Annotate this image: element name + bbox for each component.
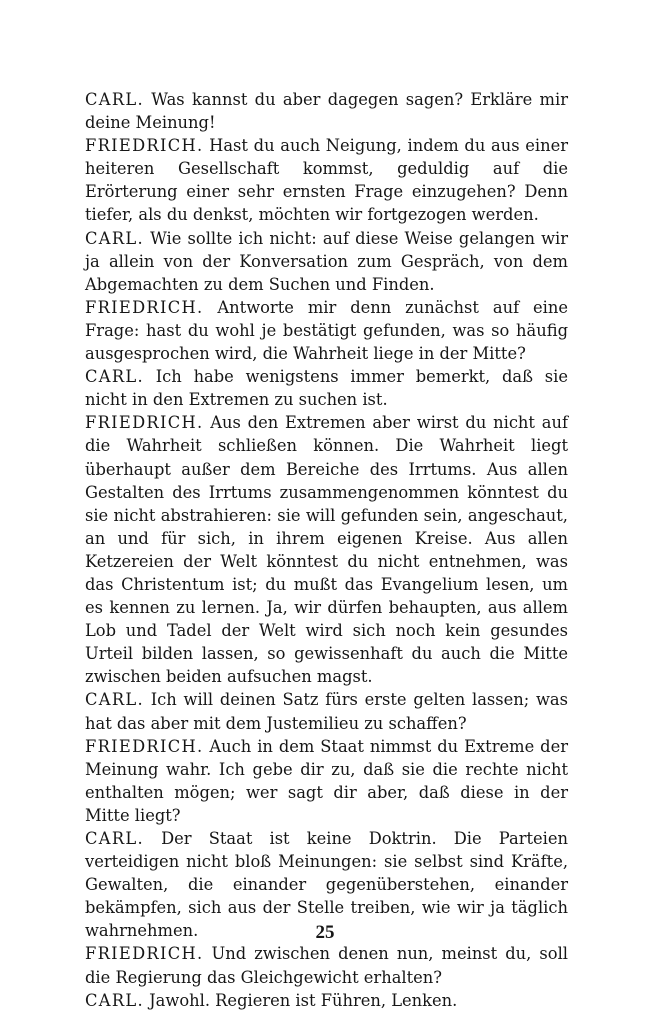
dialogue-text: Ich will deinen Satz fürs erste gelten lassen; was hat das aber mit dem Justemilieu zu schaffen? — [85, 690, 568, 733]
dialogue-text: Hast du auch Neigung, indem du aus einer heiteren Gesellschaft kommst, geduldig auf die Erörterung einer sehr ernsten Frage einzugehen? Denn tiefer, als du denkst, möchten wir fortgezogen werden. — [85, 136, 568, 225]
dialogue-paragraph — [85, 688, 568, 734]
dialogue-text: Antworte mir denn zunächst auf eine Frage: hast du wohl je bestätigt gefunden, was so häufig ausgesprochen wird, die Wahrheit liege in der Mitte? — [85, 297, 568, 364]
speaker-name: FRIEDRICH. — [85, 297, 204, 317]
dialogue-paragraph — [85, 134, 568, 226]
dialogue-paragraph — [85, 989, 568, 1012]
dialogue-text: Ich habe wenigstens immer bemerkt, daß sie nicht in den Extremen zu suchen ist. — [85, 367, 568, 410]
speaker-name: CARL. — [85, 990, 144, 1010]
speaker-name: CARL. — [85, 367, 144, 387]
dialogue-text: Und zwischen denen nun, meinst du, soll die Regierung das Gleichgewicht erhalten? — [85, 944, 568, 987]
dialogue-paragraph — [85, 365, 568, 411]
page-number: 25 — [315, 922, 335, 943]
dialogue-text: Auch in dem Staat nimmst du Extreme der Meinung wahr. Ich gebe dir zu, daß sie die rechte nicht enthalten mögen; wer sagt dir aber, daß diese in der Mitte liegt? — [85, 736, 568, 825]
dialogue-paragraph — [85, 411, 568, 688]
speaker-name: FRIEDRICH. — [85, 136, 204, 156]
dialogue-text: Der Staat ist keine Doktrin. Die Parteien verteidigen nicht bloß Meinungen: sie selbst sind Kräfte, Gewalten, die einander gegenüberstehen, einander bekämpfen, sich aus der Stelle treiben, wie wir ja täglich wahrnehmen. — [85, 829, 568, 941]
speaker-name: CARL. — [85, 228, 144, 248]
speaker-name: CARL. — [85, 829, 144, 848]
dialogue-text: Wie sollte ich nicht: auf diese Weise gelangen wir ja allein von der Konversation zum Gespräch, von dem Abgemachten zu dem Suchen und Finden. — [85, 228, 568, 294]
speaker-name: CARL. — [85, 90, 144, 109]
speaker-name: FRIEDRICH. — [85, 736, 204, 756]
dialogue-paragraph — [85, 227, 568, 296]
dialogue-text: Was kannst du aber dagegen sagen? Erkläre mir deine Meinung! — [85, 90, 568, 133]
dialogue-paragraph — [85, 88, 568, 134]
speaker-name: FRIEDRICH. — [85, 944, 204, 964]
speaker-name: FRIEDRICH. — [85, 413, 204, 433]
speaker-name: CARL. — [85, 690, 144, 710]
page-text — [85, 88, 568, 1012]
dialogue-paragraph — [85, 296, 568, 365]
dialogue-text: Aus den Extremen aber wirst du nicht auf die Wahrheit schließen können. Die Wahrheit liegt überhaupt außer dem Bereiche des Irrtums. Aus allen Gestalten des Irrtums zusammengenommen könntest du sie nicht abstrahieren: sie will gefunden sein, angeschaut, an und für sich, in ihrem eigenen Kreise. Aus allen Ketzereien der Welt könntest du nicht entnehmen, was das Christentum ist; du mußt das Evangelium lesen, um es kennen zu lernen. Ja, wir dürfen behaupten, aus allem Lob und Tadel der Welt wird sich noch kein gesundes Urteil bilden lassen, so gewissenhaft du auch die Mitte zwischen beiden aufsuchen magst. — [85, 413, 568, 687]
dialogue-paragraph — [85, 942, 568, 988]
dialogue-paragraph — [85, 735, 568, 827]
dialogue-text: Jawohl. Regieren ist Führen, Lenken. — [149, 990, 458, 1010]
